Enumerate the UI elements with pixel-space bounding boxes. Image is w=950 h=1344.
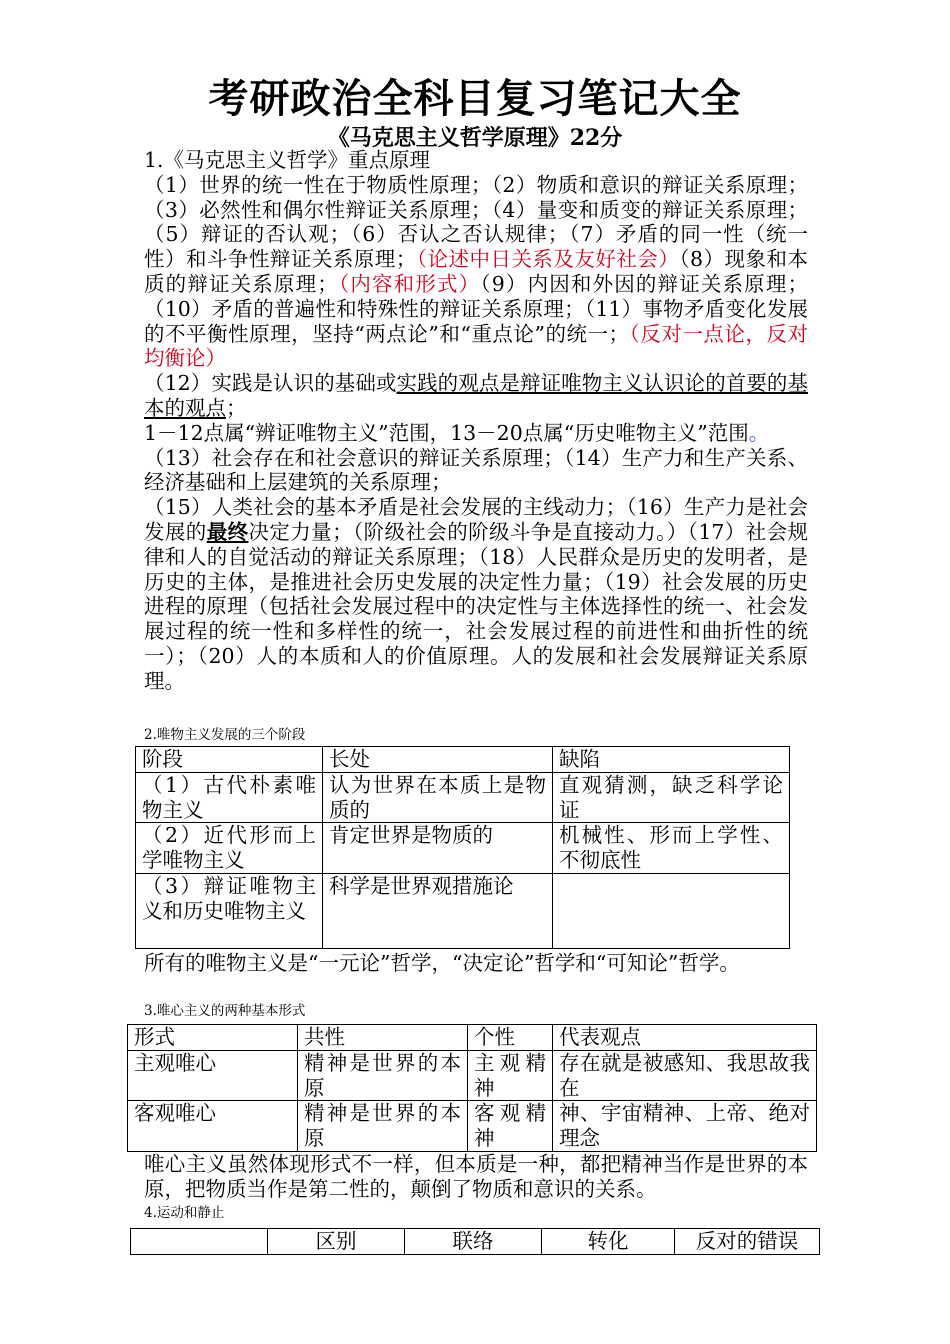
header-cell: 区别 [268,1229,405,1255]
document-title: 考研政治全科目复习笔记大全 [208,75,742,122]
table-cell: 客观精神 [468,1101,553,1152]
table-cell: 直观猜测，缺乏科学论证 [553,772,790,823]
emphasis-final: 最终 [206,519,249,544]
header-cell: 转化 [542,1229,675,1255]
table-cell: 精神是世界的本原 [298,1101,468,1152]
table-row [128,1050,817,1101]
header-cell: 阶段 [136,747,323,773]
header-cell: 共性 [298,1025,468,1051]
table-cell: 机械性、形而上学性、不彻底性 [553,823,790,874]
header-cell: 缺陷 [553,747,790,773]
materialism-stages-table [135,746,790,949]
table-cell: 认为世界在本质上是物质的 [323,772,553,823]
header-cell [131,1229,268,1255]
table-cell: 科学是世界观措施论 [323,873,553,948]
table-cell: 肯定世界是物质的 [323,823,553,874]
section2-summary: 所有的唯物主义是“一元论”哲学，“决定论”哲学和“可知论”哲学。 [144,951,740,975]
table-cell: （3）辩证唯物主义和历史唯物主义 [136,873,323,948]
motion-rest-table [130,1228,820,1255]
table-cell: （1）古代朴素唯物主义 [136,772,323,823]
header-cell: 长处 [323,747,553,773]
section1-paragraph-principles: （1）世界的统一性在于物质性原理；（2）物质和意识的辩证关系原理；（3）必然性和偶尔性辩证关系原理；（4）量变和质变的辩证关系原理；（5）辩证的否认观；（6）否认之否认规律；（7）矛盾的同一性（统一性）和斗争性辩证关系原理；（论述中日关系及友好社会）（8）现象和本质的辩证关系原理；（内容和形式）（9）内因和外因的辩证关系原理；（10）矛盾的普遍性和特殊性的辩证关系原理；（11）事物矛盾变化发展的不平衡性原理，坚持“两点论”和“重点论”的统一；（反对一点论，反对均衡论） [144,172,809,371]
table-cell: 主观唯心 [128,1050,298,1101]
section1-body [144,148,808,694]
header-cell: 反对的错误 [675,1229,820,1255]
section2-heading: 2.唯物主义发展的三个阶段 [144,727,306,743]
section4-heading: 4.运动和静止 [144,1205,225,1221]
table-cell [553,873,790,948]
table-cell: 客观唯心 [128,1101,298,1152]
table-cell: 存在就是被感知、我思故我在 [553,1050,817,1101]
table-header-row [131,1229,820,1255]
section1-paragraph-society: （15）人类社会的基本矛盾是社会发展的主线动力；（16）生产力是社会发展的最终决定力量；（阶级社会的阶级斗争是直接动力。）（17）社会规律和人的自觉活动的辩证关系原理；（18）人民群众是历史的发明者，是历史的主体，是推进社会历史发展的决定性力量；（19）社会发展的历史进程的原理（包括社会发展过程中的决定性与主体选择性的统一、社会发展过程的统一性和多样性的统一，社会发展过程的前进性和曲折性的统一）；（20）人的本质和人的价值原理。人的发展和社会发展辩证关系原理。 [144,495,808,693]
underlined-practice-viewpoint: 实践的观点是辩证唯物主义认识论的首要的基本的观点 [144,371,809,420]
table-header-row [136,747,790,773]
header-cell: 个性 [468,1025,553,1051]
table-header-row [128,1025,817,1051]
table-row [136,772,790,823]
header-cell: 代表观点 [553,1025,817,1051]
header-cell: 联络 [405,1229,542,1255]
red-note-sino-japan: （论述中日关系及友好社会） [416,247,680,272]
red-note-content-form: （内容和形式） [337,271,481,296]
section3-summary: 唯心主义虽然体现形式不一样，但本质是一种，都把精神当作是世界的本原，把物质当作是第二性的，颠倒了物质和意识的关系。 [144,1152,808,1201]
red-note-one-point: （反对一点论，反对均衡论） [144,321,809,371]
section3-heading: 3.唯心主义的两种基本形式 [144,1003,306,1019]
section1-heading: 1.《马克思主义哲学》重点原理 [144,148,431,172]
table-cell: 神、宇宙精神、上帝、绝对理念 [553,1101,817,1152]
header-cell: 形式 [128,1025,298,1051]
table-cell: 主观精神 [468,1050,553,1101]
table-cell: （2）近代形而上学唯物主义 [136,823,323,874]
table-row [136,873,790,948]
section1-paragraph-scope: 1－12点属“辨证唯物主义”范围，13－20点属“历史唯物主义”范围。 [144,420,770,445]
section1-paragraph-practice: （12）实践是认识的基础或实践的观点是辩证唯物主义认识论的首要的基本的观点； [144,371,809,420]
table-row [128,1101,817,1152]
document-subtitle: 《马克思主义哲学原理》22分 [327,125,623,151]
table-cell: 精神是世界的本原 [298,1050,468,1101]
table-row [136,823,790,874]
section1-paragraph-historical: （13）社会存在和社会意识的辩证关系原理；（14）生产力和生产关系、经济基础和上层建筑的关系原理； [144,445,808,495]
idealism-forms-table [127,1024,817,1152]
